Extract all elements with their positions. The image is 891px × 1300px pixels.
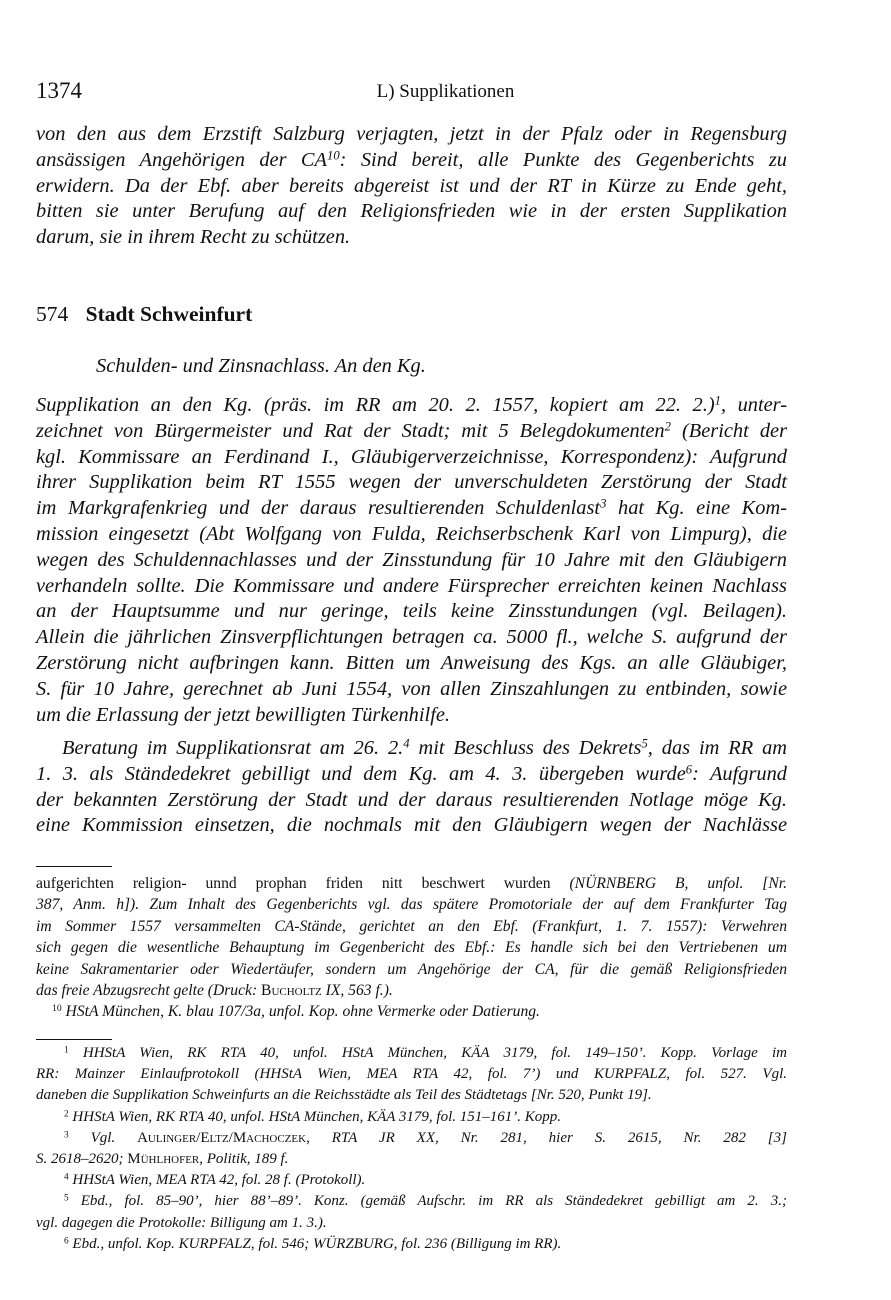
text-fragment: HHStA Wien, RK RTA 40, unfol. HStA München, KÄA 3179, fol. 149–150’. Kopp. Vorlage im (68, 1045, 787, 1061)
text-fragment: hat Kg. eine Kom- (606, 497, 787, 520)
text-line: erwidern. Da der Ebf. aber bereits abgereist ist und der RT in Kürze zu Ende geht, (36, 174, 787, 197)
regest-title: Schulden- und Zinsnachlass. An den Kg. (96, 355, 426, 377)
footnote-ref: 3 (600, 496, 607, 511)
page-header (36, 78, 855, 106)
footnote-ref: 6 (685, 762, 693, 777)
footnote-ref: 5 (641, 736, 648, 751)
text-line (36, 873, 787, 894)
text-fragment: (Bericht der (670, 419, 788, 442)
text-fragment: HHStA Wien, RK RTA 40, unfol. HStA München, KÄA 3179, fol. 151–161’. Kopp. (68, 1108, 562, 1125)
text-line (36, 148, 787, 174)
text-fragment: , das im RR am (647, 737, 788, 759)
text-fragment: 1. 3. als Ständedekret gebilligt und dem Kg. am 4. 3. übergeben wurde (36, 762, 686, 785)
author-name: Mühlhofer (127, 1151, 200, 1168)
text-fragment: Beratung im Supplikationsrat am 26. 2. (62, 737, 404, 759)
footnote-ref: 4 (403, 736, 410, 751)
text-line (36, 496, 787, 522)
text-fragment: Vgl. (68, 1129, 138, 1146)
footnote-number: 3 (64, 1130, 69, 1141)
text-line: 387, Anm. h]). Zum Inhalt des Gegenberichts vgl. das spätere Promotoriale der auf dem Frankfurter Tag (36, 896, 787, 914)
main-paragraph-2 (36, 736, 787, 839)
text-fragment: Ebd., unfol. Kop. KURPFALZ, fol. 546; WÜRZBURG, fol. 236 (Billigung im RR). (68, 1235, 562, 1252)
text-line: daneben die Supplikation Schweinfurts an die Reichsstädte als Teil des Städtetags [Nr. 520, Punkt 19]. (36, 1087, 652, 1104)
running-title: L) Supplikationen (376, 81, 515, 102)
text-line: RR: Mainzer Einlaufprotokoll (HHStA Wien, MEA RTA 42, fol. 7’) und KURPFALZ, fol. 527. Vgl. (36, 1066, 787, 1083)
text-fragment: das freie Abzugsrecht gelte (Druck: (36, 982, 262, 1000)
text-line (36, 1149, 787, 1170)
text-fragment: , RTA JR XX, Nr. 281, hier S. 2615, Nr. 282 [3] (306, 1129, 787, 1146)
text-fragment: HStA München, K. blau 107/3a, unfol. Kop. ohne Vermerke oder Datierung. (61, 1003, 540, 1021)
text-line: kgl. Kommissare an Ferdinand I., Gläubigerverzeichnisse, Korrespondenz): Aufgrund (36, 445, 787, 468)
text-fragment: im Markgrafenkrieg und der daraus resultierenden Schuldenlast (36, 497, 601, 520)
footnote-rule-2 (36, 1039, 112, 1040)
text-line: im Sommer 1557 versammelten CA-Stände, gerichtet an den Ebf. (Frankfurt, 1. 7. 1557): Verwehren (36, 917, 787, 935)
text-line: wegen des Schuldennachlasses und der Zinsstundung für 10 Jahre mit den Gläubigern (36, 548, 787, 571)
text-fragment: IX, 563 f.). (321, 982, 393, 1000)
footnote-10 (36, 1001, 787, 1022)
text-fragment: HHStA Wien, MEA RTA 42, fol. 28 f. (Protokoll). (68, 1172, 366, 1189)
footnotes-block (36, 1043, 787, 1255)
footnote-6 (36, 1234, 787, 1255)
text-line: bitten sie unter Berufung auf den Religionsfrieden wie in der ersten Supplikation (36, 200, 787, 223)
text-line: sich gegen die wesentliche Behauptung im Gegenbericht des Ebf.: Es handle sich bei den Vertriebenen um (36, 939, 787, 957)
footnote-2 (36, 1107, 787, 1128)
footnote-number: 6 (64, 1236, 69, 1247)
text-line (36, 980, 787, 1001)
author-name: Bucholtz (261, 982, 322, 1000)
footnote-ref: 1 (714, 393, 721, 408)
text-line: der bekannten Zerstörung der Stadt und der daraus resultierenden Notlage möge Kg. (36, 788, 787, 811)
text-line (36, 393, 787, 419)
page-number: 1374 (36, 78, 82, 103)
text-fragment: ansässigen Angehörigen der CA (36, 148, 327, 171)
section-number: 574 (36, 302, 69, 326)
text-fragment: S. 2618–2620; (36, 1151, 128, 1168)
footnote-number: 1 (64, 1045, 69, 1056)
text-line: vgl. dagegen die Protokolle: Billigung am 1. 3.). (36, 1214, 327, 1231)
footnote-number: 10 (52, 1003, 62, 1015)
text-line: darum, sie in ihrem Recht zu schützen. (36, 226, 351, 249)
author-name: Aulinger/Eltz/Machoczek (137, 1129, 307, 1146)
text-line: Allein die jährlichen Zinsverpflichtungen betragen ca. 5000 fl., welche S. aufgrund der (36, 626, 787, 649)
text-line (36, 419, 787, 445)
text-fragment: , unter- (720, 394, 787, 416)
footnote-1 (36, 1043, 787, 1064)
text-fragment: : Aufgrund (692, 762, 787, 785)
text-line: ihrer Supplikation beim RT 1555 wegen der unverschuldeten Zerstörung der Stadt (36, 471, 787, 494)
text-line: S. für 10 Jahre, gerechnet ab Juni 1554, von allen Zinszahlungen zu entbinden, sowie (36, 677, 787, 700)
text-fragment: aufgerichten religion- unnd prophan friden nitt beschwert wurden (36, 875, 551, 892)
text-fragment: Supplikation an den Kg. (präs. im RR am 20. 2. 1557, kopiert am 22. 2.) (36, 394, 715, 416)
text-line: eine Kommission einsetzen, die nochmals mit den Gläubigern wegen der Nachlässe (36, 814, 787, 837)
continuation-paragraph (36, 122, 787, 251)
footnote-number: 2 (64, 1108, 69, 1119)
footnote-rule (36, 866, 112, 867)
footnote-4 (36, 1170, 787, 1191)
footnote-continuation (36, 873, 787, 1023)
text-line: keine Sakramentarier oder Wiedertäufer, sondern um Angehörige der CA, für die gemäß Religionsfrieden (36, 960, 787, 978)
section-title: Stadt Schweinfurt (85, 302, 253, 326)
text-line: mission eingesetzt (Abt Wolfgang von Fulda, Reichserbschenk Karl von Limpurg), die (36, 522, 787, 545)
footnote-number: 5 (64, 1193, 69, 1204)
text-line: Zerstörung nicht aufbringen kann. Bitten um Anweisung des Kgs. an alle Gläubiger, (36, 651, 787, 674)
text-fragment: Ebd., fol. 85–90’, hier 88’–89’. Konz. (gemäß Aufschr. im RR als Ständedekret gebilligt am 2. 3.; (68, 1193, 787, 1210)
section-heading (36, 302, 252, 327)
footnote-5 (36, 1191, 787, 1212)
text-fragment: , Politik, 189 f. (199, 1151, 289, 1168)
text-line (36, 762, 787, 788)
text-fragment: : Sind bereit, alle Punkte des Gegenberichts zu (339, 148, 787, 171)
text-line: verhandeln sollte. Die Kommissare und andere Fürsprecher erreichten keinen Nachlass (36, 574, 787, 597)
text-line: an der Hauptsumme und nur geringe, teils keine Zinsstundungen (vgl. Beilagen). (36, 600, 787, 623)
footnote-3 (36, 1128, 787, 1149)
text-line: um die Erlassung der jetzt bewilligten Türkenhilfe. (36, 703, 451, 726)
text-line: von den aus dem Erzstift Salzburg verjagten, jetzt in der Pfalz oder in Regensburg (36, 123, 787, 145)
footnote-ref: 10 (327, 148, 340, 163)
text-fragment: mit Beschluss des Dekrets (409, 737, 642, 759)
main-paragraph-1 (36, 393, 787, 728)
text-fragment: (NÜRNBERG B, unfol. [Nr. (569, 875, 787, 892)
footnote-number: 4 (64, 1172, 69, 1183)
footnote-ref: 2 (664, 419, 671, 434)
text-fragment: zeichnet von Bürgermeister und Rat der Stadt; mit 5 Belegdokumenten (36, 419, 665, 442)
text-line (36, 736, 787, 762)
